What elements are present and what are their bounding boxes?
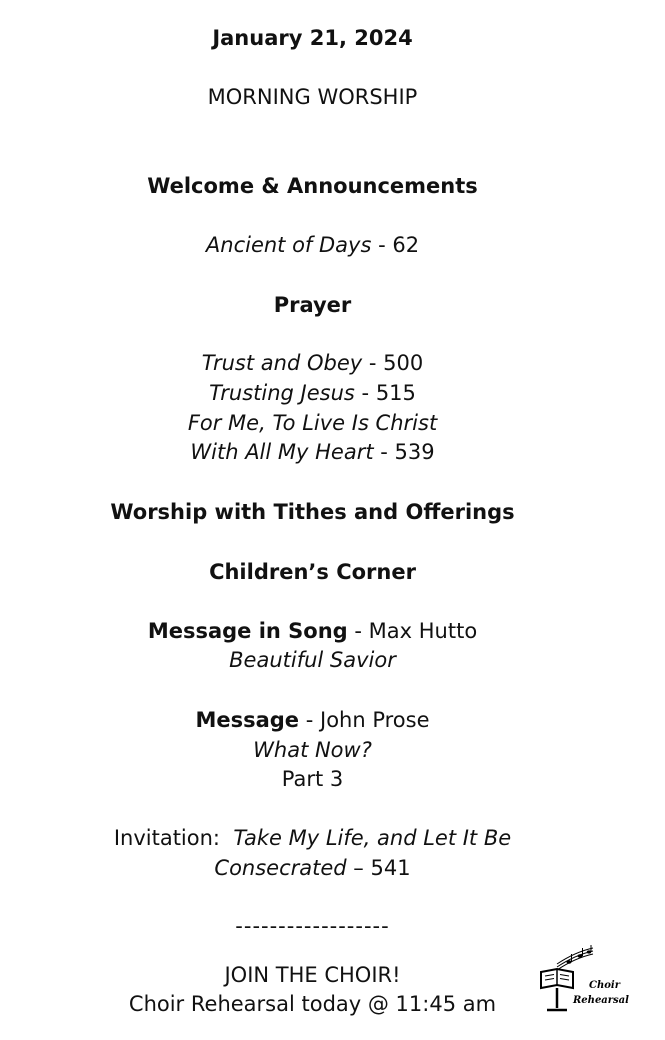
logo-word-choir: Choir xyxy=(589,980,620,991)
invitation-line2 xyxy=(0,854,625,882)
service-title: MORNING WORSHIP xyxy=(207,85,418,109)
invitation-separator: – xyxy=(346,856,371,880)
message-separator: - xyxy=(299,708,320,732)
message-part: Part 3 xyxy=(281,767,344,791)
message xyxy=(0,706,625,734)
message-in-song-title: Beautiful Savior xyxy=(229,648,396,672)
invitation-title-line1: Take My Life, and Let It Be xyxy=(233,826,512,850)
message-in-song xyxy=(0,617,625,645)
message-title: What Now? xyxy=(253,738,372,762)
logo-word-rehearsal: Rehearsal xyxy=(573,995,629,1006)
medley-number: 500 xyxy=(383,351,424,375)
medley-number: 515 xyxy=(375,381,416,405)
choir-rehearsal-logo xyxy=(535,942,635,1014)
medley-number: 539 xyxy=(394,440,435,464)
welcome-announcements: Welcome & Announcements xyxy=(147,174,478,198)
medley-separator: - xyxy=(354,381,376,405)
hymn-title: Ancient of Days xyxy=(205,233,372,257)
medley-item xyxy=(0,349,625,377)
childrens-corner: Children’s Corner xyxy=(209,560,416,584)
medley-separator: - xyxy=(362,351,384,375)
choir-heading: JOIN THE CHOIR! xyxy=(224,963,401,987)
hymn-ancient-of-days xyxy=(0,231,625,259)
message-in-song-performer: Max Hutto xyxy=(368,619,478,643)
message-in-song-label: Message in Song xyxy=(147,619,348,643)
medley-title: For Me, To Live Is Christ xyxy=(187,411,438,435)
medley-title: With All My Heart xyxy=(190,440,374,464)
medley-separator: - xyxy=(373,440,395,464)
medley-title: Trusting Jesus xyxy=(209,381,355,405)
medley-item xyxy=(0,409,625,437)
invitation xyxy=(0,824,625,852)
divider: ------------------ xyxy=(235,914,390,938)
choir-rehearsal: Choir Rehearsal today @ 11:45 am xyxy=(128,992,497,1016)
hymn-separator: - xyxy=(371,233,393,257)
prayer-heading: Prayer xyxy=(273,293,352,317)
message-speaker: John Prose xyxy=(320,708,430,732)
medley-item xyxy=(0,438,625,466)
message-in-song-separator: - xyxy=(347,619,369,643)
service-date: January 21, 2024 xyxy=(212,26,413,50)
medley-item xyxy=(0,379,625,407)
medley-title: Trust and Obey xyxy=(201,351,363,375)
message-label: Message xyxy=(195,708,300,732)
tithes-offerings: Worship with Tithes and Offerings xyxy=(110,500,515,524)
invitation-number: 541 xyxy=(370,856,411,880)
invitation-label: Invitation: xyxy=(113,826,220,850)
invitation-title-line2: Consecrated xyxy=(214,856,347,880)
hymn-number: 62 xyxy=(392,233,420,257)
